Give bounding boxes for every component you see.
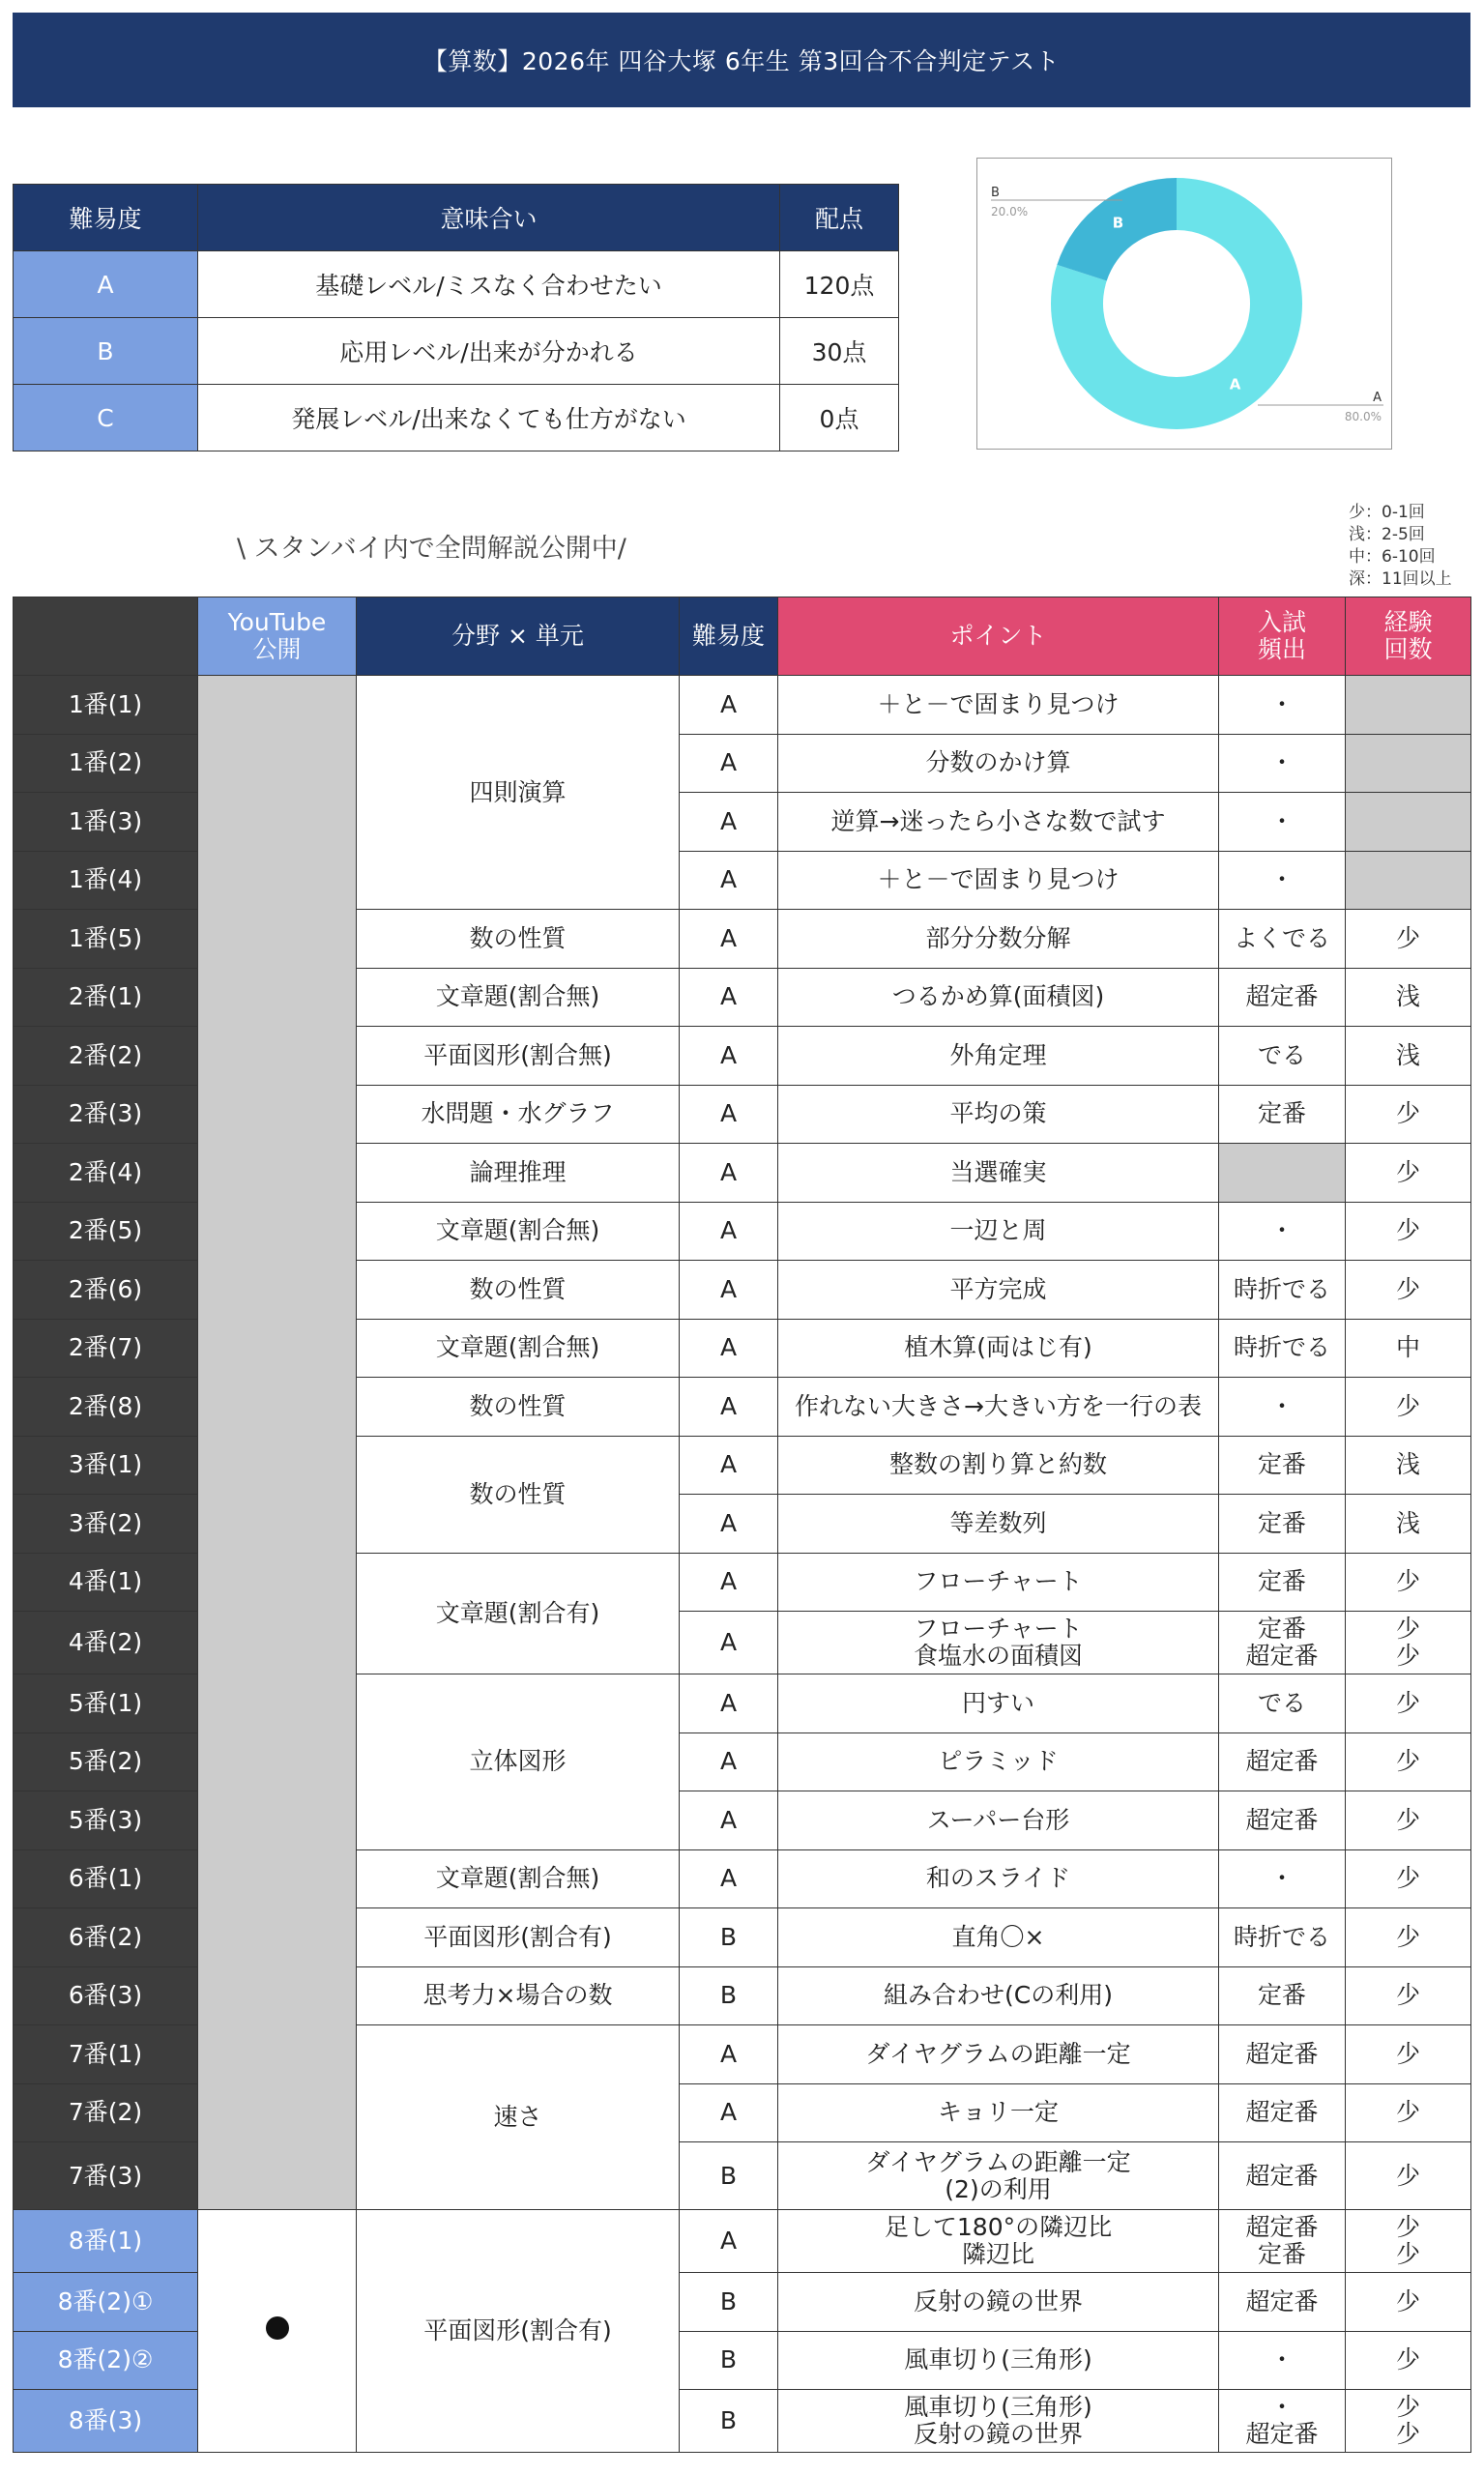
experience-count: 少: [1346, 1378, 1471, 1437]
point: スーパー台形: [778, 1791, 1219, 1850]
field-unit: 数の性質: [357, 910, 680, 969]
difficulty: A: [680, 1849, 778, 1908]
experience-count: 少: [1346, 910, 1471, 969]
experience-count: 少: [1346, 1553, 1471, 1612]
question-number: 2番(1): [14, 968, 198, 1027]
frequency: ・: [1219, 2331, 1346, 2390]
experience-count: 少: [1346, 2273, 1471, 2332]
point: ダイヤグラムの距離一定 (2)の利用: [778, 2142, 1219, 2210]
experience-count: 少: [1346, 1674, 1471, 1733]
question-number: 7番(3): [14, 2142, 198, 2210]
frequency: 時折でる: [1219, 1319, 1346, 1378]
frequency: ・ 超定番: [1219, 2390, 1346, 2453]
point: 直角〇×: [778, 1908, 1219, 1967]
point: フローチャート 食塩水の面積図: [778, 1612, 1219, 1674]
question-number: 8番(2)②: [14, 2331, 198, 2390]
experience-count: 少 少: [1346, 2210, 1471, 2273]
question-number: 1番(1): [14, 676, 198, 735]
difficulty: A: [680, 1261, 778, 1320]
question-number: 8番(3): [14, 2390, 198, 2453]
frequency: でる: [1219, 1027, 1346, 1086]
point: 平方完成: [778, 1261, 1219, 1320]
point: 組み合わせ(Cの利用): [778, 1966, 1219, 2025]
frequency: 定番: [1219, 1085, 1346, 1144]
frequency: 超定番: [1219, 1732, 1346, 1791]
experience-count: 浅: [1346, 1436, 1471, 1495]
frequency: ・: [1219, 793, 1346, 852]
experience-count: 浅: [1346, 1027, 1471, 1086]
question-number: 5番(3): [14, 1791, 198, 1850]
difficulty: A: [680, 2210, 778, 2273]
experience-count: 浅: [1346, 968, 1471, 1027]
difficulty: A: [680, 1495, 778, 1554]
header-frequency: 入試 頻出: [1219, 597, 1346, 676]
question-number: 6番(1): [14, 1849, 198, 1908]
experience-count: 少 少: [1346, 2390, 1471, 2453]
experience-count: 少: [1346, 1202, 1471, 1261]
field-unit: 平面図形(割合有): [357, 1908, 680, 1967]
difficulty: B: [680, 2390, 778, 2453]
frequency: 定番: [1219, 1553, 1346, 1612]
frequency: ・: [1219, 1202, 1346, 1261]
experience-count: [1346, 734, 1471, 793]
point: 一辺と周: [778, 1202, 1219, 1261]
experience-count: 少: [1346, 1144, 1471, 1203]
point: ＋と－で固まり見つけ: [778, 851, 1219, 910]
legend-level: A: [14, 251, 198, 318]
point: ピラミッド: [778, 1732, 1219, 1791]
point: キョリ一定: [778, 2083, 1219, 2142]
difficulty: A: [680, 1436, 778, 1495]
table-row: [14, 2210, 1471, 2273]
difficulty: A: [680, 1027, 778, 1086]
frequency: ・: [1219, 1378, 1346, 1437]
point: 和のスライド: [778, 1849, 1219, 1908]
difficulty-legend-table: [13, 184, 899, 451]
legend-points: 30点: [780, 318, 899, 385]
frequency: 超定番: [1219, 2025, 1346, 2084]
frequency: よくでる: [1219, 910, 1346, 969]
frequency: 定番 超定番: [1219, 1612, 1346, 1674]
question-number: 2番(5): [14, 1202, 198, 1261]
question-number: 4番(1): [14, 1553, 198, 1612]
commentary-caption: \ スタンバイ内で全問解説公開中/: [237, 534, 626, 564]
point: 反射の鏡の世界: [778, 2273, 1219, 2332]
point: 作れない大きさ→大きい方を一行の表: [778, 1378, 1219, 1437]
legend-row: [14, 251, 899, 318]
youtube-cell-unpublished: [198, 676, 357, 2210]
legend-meaning: 基礎レベル/ミスなく合わせたい: [198, 251, 780, 318]
difficulty: B: [680, 1966, 778, 2025]
point: 等差数列: [778, 1495, 1219, 1554]
field-unit: 立体図形: [357, 1674, 680, 1850]
field-unit: 数の性質: [357, 1378, 680, 1437]
frequency: 時折でる: [1219, 1908, 1346, 1967]
legend-header-points: 配点: [780, 185, 899, 251]
field-unit: 文章題(割合無): [357, 968, 680, 1027]
experience-count: 少: [1346, 1791, 1471, 1850]
legend-row: [14, 385, 899, 451]
experience-count: [1346, 676, 1471, 735]
field-unit: 数の性質: [357, 1261, 680, 1320]
page-title: 【算数】2026年 四谷大塚 6年生 第3回合不合判定テスト: [13, 13, 1470, 107]
experience-count: 少: [1346, 1261, 1471, 1320]
frequency: 超定番: [1219, 2273, 1346, 2332]
legend-level: C: [14, 385, 198, 451]
difficulty: A: [680, 1612, 778, 1674]
field-unit: 思考力×場合の数: [357, 1966, 680, 2025]
field-unit: 数の性質: [357, 1436, 680, 1553]
point: 分数のかけ算: [778, 734, 1219, 793]
legend-meaning: 応用レベル/出来が分かれる: [198, 318, 780, 385]
difficulty: A: [680, 1791, 778, 1850]
field-unit: 平面図形(割合無): [357, 1027, 680, 1086]
header-field: 分野 × 単元: [357, 597, 680, 676]
difficulty: A: [680, 676, 778, 735]
point: 整数の割り算と約数: [778, 1436, 1219, 1495]
legend-points: 0点: [780, 385, 899, 451]
question-number: 7番(1): [14, 2025, 198, 2084]
point: 植木算(両はじ有): [778, 1319, 1219, 1378]
question-number: 3番(1): [14, 1436, 198, 1495]
question-number: 7番(2): [14, 2083, 198, 2142]
experience-count: 中: [1346, 1319, 1471, 1378]
frequency: ・: [1219, 1849, 1346, 1908]
difficulty: B: [680, 1908, 778, 1967]
legend-points: 120点: [780, 251, 899, 318]
difficulty: A: [680, 1202, 778, 1261]
frequency: 超定番: [1219, 968, 1346, 1027]
difficulty: A: [680, 1144, 778, 1203]
point: 足して180°の隣辺比 隣辺比: [778, 2210, 1219, 2273]
frequency: ・: [1219, 676, 1346, 735]
frequency: 超定番: [1219, 2083, 1346, 2142]
point: ダイヤグラムの距離一定: [778, 2025, 1219, 2084]
field-unit: 平面図形(割合有): [357, 2210, 680, 2453]
difficulty: A: [680, 1553, 778, 1612]
question-number: 4番(2): [14, 1612, 198, 1674]
field-unit: 文章題(割合無): [357, 1319, 680, 1378]
question-analysis-table: [13, 597, 1471, 2453]
donut-slice-label: B: [1112, 214, 1124, 232]
legend-meaning: 発展レベル/出来なくても仕方がない: [198, 385, 780, 451]
header-youtube: YouTube 公開: [198, 597, 357, 676]
difficulty: A: [680, 1674, 778, 1733]
legend-header-meaning: 意味合い: [198, 185, 780, 251]
difficulty: A: [680, 1378, 778, 1437]
difficulty: A: [680, 1319, 778, 1378]
experience-count: 少: [1346, 1849, 1471, 1908]
experience-count: 少: [1346, 1085, 1471, 1144]
donut-svg: [977, 159, 1391, 449]
experience-count: 少: [1346, 1966, 1471, 2025]
outer-label-A: A: [1373, 391, 1382, 405]
question-number: 2番(7): [14, 1319, 198, 1378]
difficulty: A: [680, 1085, 778, 1144]
youtube-published-dot-icon: [266, 2316, 289, 2340]
difficulty: A: [680, 734, 778, 793]
outer-label-B: B: [991, 186, 1000, 200]
legend-row: [14, 318, 899, 385]
question-number: 1番(2): [14, 734, 198, 793]
field-unit: 論理推理: [357, 1144, 680, 1203]
question-number: 1番(4): [14, 851, 198, 910]
frequency: 超定番 定番: [1219, 2210, 1346, 2273]
question-number: 1番(3): [14, 793, 198, 852]
experience-count: 少: [1346, 1908, 1471, 1967]
question-number: 5番(2): [14, 1732, 198, 1791]
point: 円すい: [778, 1674, 1219, 1733]
frequency: 定番: [1219, 1436, 1346, 1495]
point: 外角定理: [778, 1027, 1219, 1086]
question-number: 8番(2)①: [14, 2273, 198, 2332]
outer-value-B: 20.0%: [991, 205, 1029, 218]
question-number: 3番(2): [14, 1495, 198, 1554]
question-number: 1番(5): [14, 910, 198, 969]
frequency: でる: [1219, 1674, 1346, 1733]
point: 風車切り(三角形): [778, 2331, 1219, 2390]
legend-level: B: [14, 318, 198, 385]
point: 平均の策: [778, 1085, 1219, 1144]
experience-count: [1346, 793, 1471, 852]
experience-count: [1346, 851, 1471, 910]
frequency: [1219, 1144, 1346, 1203]
question-number: 2番(2): [14, 1027, 198, 1086]
difficulty: A: [680, 2025, 778, 2084]
point: つるかめ算(面積図): [778, 968, 1219, 1027]
point: ＋と－で固まり見つけ: [778, 676, 1219, 735]
experience-count: 少: [1346, 2083, 1471, 2142]
field-unit: 文章題(割合無): [357, 1849, 680, 1908]
difficulty: A: [680, 910, 778, 969]
points-donut-chart: [976, 158, 1392, 450]
field-unit: 文章題(割合有): [357, 1553, 680, 1674]
field-unit: 速さ: [357, 2025, 680, 2210]
difficulty: B: [680, 2142, 778, 2210]
point: 逆算→迷ったら小さな数で試す: [778, 793, 1219, 852]
difficulty: B: [680, 2273, 778, 2332]
difficulty: B: [680, 2331, 778, 2390]
donut-slice-label: A: [1229, 375, 1241, 393]
experience-legend-item: 浅：2-5回: [1349, 525, 1425, 544]
difficulty: A: [680, 2083, 778, 2142]
experience-legend: [1349, 502, 1452, 591]
point: 風車切り(三角形) 反射の鏡の世界: [778, 2390, 1219, 2453]
experience-count: 浅: [1346, 1495, 1471, 1554]
question-number: 5番(1): [14, 1674, 198, 1733]
legend-header-difficulty: 難易度: [14, 185, 198, 251]
question-number: 6番(2): [14, 1908, 198, 1967]
question-number: 2番(4): [14, 1144, 198, 1203]
question-number: 2番(8): [14, 1378, 198, 1437]
difficulty: A: [680, 968, 778, 1027]
frequency: 定番: [1219, 1495, 1346, 1554]
experience-count: 少: [1346, 1732, 1471, 1791]
difficulty: A: [680, 851, 778, 910]
experience-legend-item: 少：0-1回: [1349, 503, 1425, 522]
table-row: [14, 676, 1471, 735]
header-difficulty: 難易度: [680, 597, 778, 676]
field-unit: 四則演算: [357, 676, 680, 910]
frequency: 時折でる: [1219, 1261, 1346, 1320]
header-experience: 経験 回数: [1346, 597, 1471, 676]
difficulty: A: [680, 793, 778, 852]
frequency: ・: [1219, 734, 1346, 793]
question-number: 6番(3): [14, 1966, 198, 2025]
frequency: ・: [1219, 851, 1346, 910]
point: 当選確実: [778, 1144, 1219, 1203]
header-question: [14, 597, 198, 676]
question-number: 2番(3): [14, 1085, 198, 1144]
frequency: 超定番: [1219, 1791, 1346, 1850]
field-unit: 文章題(割合無): [357, 1202, 680, 1261]
experience-legend-item: 中：6-10回: [1349, 547, 1436, 567]
difficulty: A: [680, 1732, 778, 1791]
experience-legend-item: 深：11回以上: [1349, 569, 1452, 589]
field-unit: 水問題・水グラフ: [357, 1085, 680, 1144]
frequency: 超定番: [1219, 2142, 1346, 2210]
outer-value-A: 80.0%: [1344, 410, 1382, 423]
question-number: 8番(1): [14, 2210, 198, 2273]
point: 部分分数分解: [778, 910, 1219, 969]
youtube-cell-published: [198, 2210, 357, 2453]
experience-count: 少: [1346, 2142, 1471, 2210]
experience-count: 少 少: [1346, 1612, 1471, 1674]
frequency: 定番: [1219, 1966, 1346, 2025]
point: フローチャート: [778, 1553, 1219, 1612]
question-number: 2番(6): [14, 1261, 198, 1320]
experience-count: 少: [1346, 2331, 1471, 2390]
header-point: ポイント: [778, 597, 1219, 676]
experience-count: 少: [1346, 2025, 1471, 2084]
